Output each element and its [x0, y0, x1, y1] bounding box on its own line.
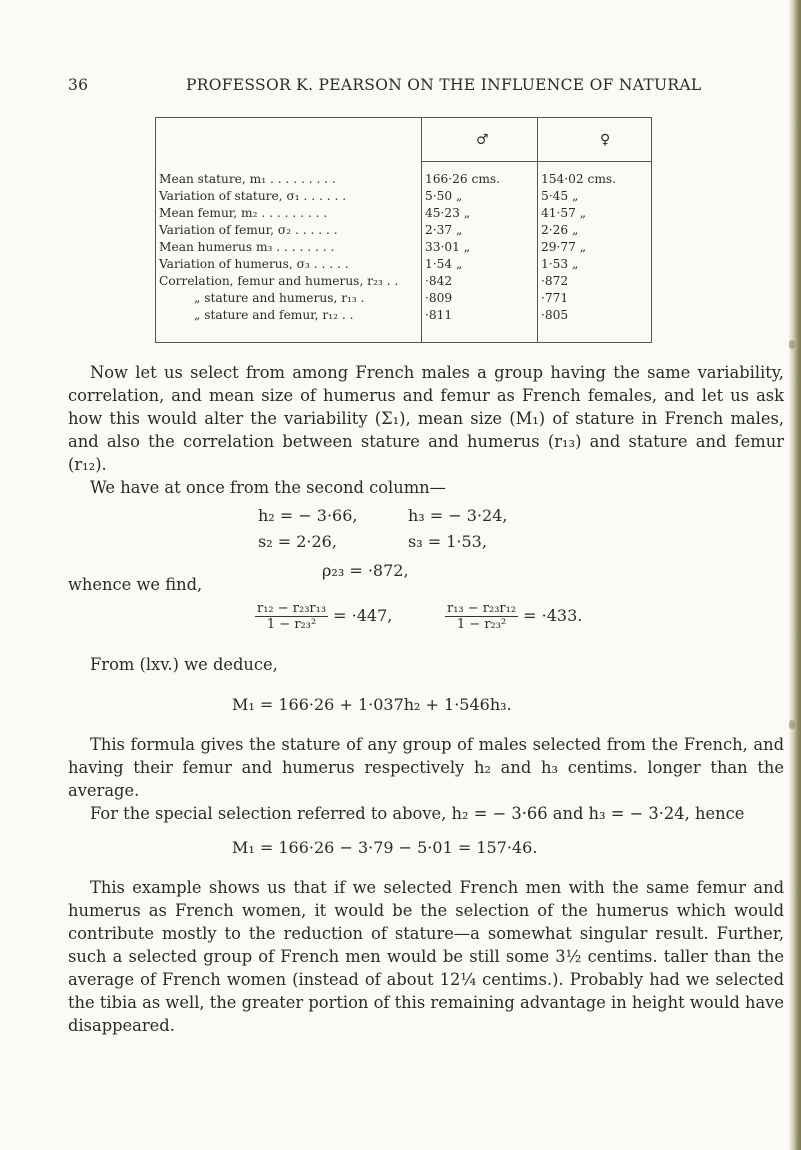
table-row — [156, 308, 653, 322]
page-stain — [789, 340, 795, 349]
table-row — [156, 206, 653, 220]
paragraph — [68, 361, 784, 476]
female-value: 41·57 „ — [541, 206, 587, 220]
page-edge-shadow — [789, 0, 801, 1150]
paragraph-text: We have at once from the second column— — [90, 478, 446, 497]
paragraph — [68, 733, 784, 802]
female-value: 1·53 „ — [541, 257, 579, 271]
paragraph — [68, 876, 784, 1037]
fraction — [445, 601, 518, 632]
male-value: 45·23 „ — [425, 206, 471, 220]
row-label: „ stature and femur, r₁₂ . . — [194, 308, 354, 322]
female-value: 154·02 cms. — [541, 172, 617, 186]
female-value: ·771 — [541, 291, 569, 305]
running-title: PROFESSOR K. PEARSON ON THE INFLUENCE OF NATURAL — [186, 76, 702, 94]
equation: s₃ = 1·53, — [408, 532, 487, 551]
paragraph-text: Now let us select from among French males a group having the same variability, correlation, and mean size of humerus and femur as French females, and let us ask how this would alter the variability (Σ₁), mean size (M₁) of stature in French males, and also the correlation between stature and humerus (r₁₃) and stature and femur (r₁₂). — [68, 363, 784, 474]
fraction-value: = ·447, — [333, 606, 393, 625]
male-value: 5·50 „ — [425, 189, 463, 203]
male-value: 1·54 „ — [425, 257, 463, 271]
row-label: Mean femur, m₂ . . . . . . . . . — [159, 206, 328, 220]
row-label: „ stature and humerus, r₁₃ . — [194, 291, 365, 305]
equation: s₂ = 2·26, — [258, 532, 337, 551]
male-value: ·811 — [425, 308, 453, 322]
female-column-header: ♀ — [600, 132, 611, 148]
equation: h₃ = − 3·24, — [408, 506, 508, 525]
text-line: From (lxv.) we deduce, — [90, 655, 278, 674]
table-row — [156, 291, 653, 305]
row-label: Mean humerus m₃ . . . . . . . . — [159, 240, 335, 254]
female-value: ·872 — [541, 274, 569, 288]
row-label: Mean stature, m₁ . . . . . . . . . — [159, 172, 336, 186]
equation: M₁ = 166·26 − 3·79 − 5·01 = 157·46. — [232, 838, 538, 857]
fraction-denominator: 1 − r₂₃² — [456, 617, 507, 632]
text-line: whence we find, — [68, 575, 203, 594]
page-number: 36 — [68, 76, 89, 94]
page-stain — [789, 720, 795, 729]
equation: ρ₂₃ = ·872, — [322, 561, 409, 580]
female-value: 5·45 „ — [541, 189, 579, 203]
row-label: Correlation, femur and humerus, r₂₃ . . — [159, 274, 399, 288]
equation: M₁ = 166·26 + 1·037h₂ + 1·546h₃. — [232, 695, 512, 714]
table-header-rule — [421, 161, 651, 162]
male-value: ·809 — [425, 291, 453, 305]
fraction-value: = ·433. — [523, 606, 583, 625]
table-row — [156, 223, 653, 237]
equation-fraction — [445, 601, 582, 632]
equation: h₂ = − 3·66, — [258, 506, 358, 525]
measurement-table — [155, 117, 652, 343]
fraction — [255, 601, 328, 632]
male-column-header: ♂ — [476, 132, 489, 148]
equation-fraction — [255, 601, 392, 632]
row-label: Variation of humerus, σ₃ . . . . . — [159, 257, 349, 271]
table-row — [156, 274, 653, 288]
row-label: Variation of stature, σ₁ . . . . . . — [159, 189, 347, 203]
paragraph-text: For the special selection referred to above, h₂ = − 3·66 and h₃ = − 3·24, hence — [90, 804, 745, 823]
male-value: 2·37 „ — [425, 223, 463, 237]
fraction-denominator: 1 − r₂₃² — [266, 617, 317, 632]
female-value: ·805 — [541, 308, 569, 322]
paragraph-text: This example shows us that if we selected French men with the same femur and humerus as French women, it would be the selection of the humerus which would contribute mostly to the reduction of stature—a somewhat singular result. Further, such a selected group of French men would be still some 3½ centims. taller than the average of French women (instead of about 12¼ centims.). Probably had we selected the tibia as well, the greater portion of this remaining advantage in height would have disappeared. — [68, 878, 784, 1035]
fraction-numerator: r₁₂ − r₂₃r₁₃ — [257, 601, 327, 616]
paragraph — [68, 802, 784, 825]
female-value: 2·26 „ — [541, 223, 579, 237]
paragraph-text: This formula gives the stature of any group of males selected from the French, and having their femur and humerus respectively h₂ and h₃ centims. longer than the average. — [68, 735, 784, 800]
table-row — [156, 240, 653, 254]
male-value: ·842 — [425, 274, 453, 288]
fraction-numerator: r₁₃ − r₂₃r₁₂ — [447, 601, 517, 616]
row-label: Variation of femur, σ₂ . . . . . . — [159, 223, 338, 237]
table-row — [156, 257, 653, 271]
table-row — [156, 189, 653, 203]
male-value: 166·26 cms. — [425, 172, 501, 186]
table-row — [156, 172, 653, 186]
paragraph — [68, 476, 784, 499]
female-value: 29·77 „ — [541, 240, 587, 254]
male-value: 33·01 „ — [425, 240, 471, 254]
